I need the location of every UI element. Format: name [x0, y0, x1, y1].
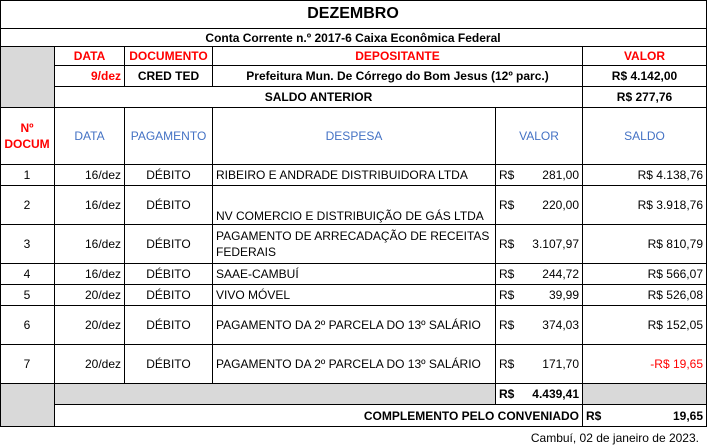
table-row-value [496, 165, 583, 186]
total-spacer [55, 384, 496, 405]
table-row-num: 2 [0, 186, 55, 225]
complement-label: COMPLEMENTO PELO CONVENIADO [55, 405, 583, 427]
table-row-balance: R$ 152,05 [583, 306, 707, 345]
deposit-date: 9/dez [55, 66, 125, 87]
value-amount: 171,70 [542, 357, 579, 371]
table-row-num: 6 [0, 306, 55, 345]
table-row-payment: DÉBITO [125, 306, 213, 345]
table-row-value [496, 225, 583, 264]
table-row-balance: R$ 3.918,76 [583, 186, 707, 225]
table-row-date: 16/dez [55, 165, 125, 186]
currency-symbol: R$ [499, 168, 515, 182]
table-row-expense: NV COMERCIO E DISTRIBUIÇÃO DE GÁS LTDA [213, 186, 496, 225]
footer-date: Cambuí, 02 de janeiro de 2023. [530, 430, 699, 445]
table-row-date: 16/dez [55, 186, 125, 225]
table-row-date: 16/dez [55, 264, 125, 285]
currency-symbol: R$ [499, 198, 515, 212]
table-row-date: 16/dez [55, 225, 125, 264]
total-expenses [496, 384, 583, 405]
value-amount: 281,00 [542, 168, 579, 182]
deposit-left-block [0, 47, 55, 108]
deposit-amount: R$ 4.142,00 [583, 66, 707, 87]
depositor-name: Prefeitura Mun. De Córrego do Bom Jesus (12º parc.) [213, 66, 583, 87]
currency-symbol: R$ [499, 237, 515, 251]
table-row-num: 7 [0, 345, 55, 384]
table-row-payment: DÉBITO [125, 165, 213, 186]
table-row-expense: PAGAMENTO DE ARRECADAÇÃO DE RECEITAS FEDERAIS [213, 225, 496, 264]
table-row-value [496, 285, 583, 306]
deposit-header-valor: VALOR [583, 47, 707, 66]
table-row-balance: R$ 4.138,76 [583, 165, 707, 186]
expense-header-num-line2: DOCUM [4, 137, 50, 151]
deposit-document: CRED TED [125, 66, 213, 87]
currency-symbol: R$ [499, 387, 515, 401]
table-row-balance: R$ 526,08 [583, 285, 707, 306]
table-row-date: 20/dez [55, 285, 125, 306]
table-row-expense: RIBEIRO E ANDRADE DISTRIBUIDORA LTDA [213, 165, 496, 186]
currency-symbol: R$ [499, 288, 515, 302]
expense-header-data: DATA [55, 108, 125, 165]
deposit-header-depositante: DEPOSITANTE [213, 47, 583, 66]
total-amount: 4.439,41 [532, 387, 579, 401]
complement-value: 19,65 [672, 408, 703, 423]
previous-balance-amount: R$ 277,76 [583, 87, 707, 108]
table-row-date: 20/dez [55, 345, 125, 384]
table-row-expense: PAGAMENTO DA 2º PARCELA DO 13º SALÁRIO [213, 345, 496, 384]
page-title: DEZEMBRO [0, 0, 707, 29]
complement-amount [583, 405, 707, 427]
table-row-payment: DÉBITO [125, 225, 213, 264]
value-amount: 3.107,97 [532, 237, 579, 251]
currency-symbol: R$ [499, 357, 515, 371]
table-row-num: 4 [0, 264, 55, 285]
table-row-num: 1 [0, 165, 55, 186]
currency-symbol: R$ [586, 408, 602, 423]
table-row-balance: R$ 566,07 [583, 264, 707, 285]
deposit-header-documento: DOCUMENTO [125, 47, 213, 66]
total-left-block [0, 384, 55, 427]
table-row-num: 3 [0, 225, 55, 264]
table-row-payment: DÉBITO [125, 345, 213, 384]
value-amount: 244,72 [542, 267, 579, 281]
deposit-header-data: DATA [55, 47, 125, 66]
table-row-value [496, 264, 583, 285]
table-row-payment: DÉBITO [125, 285, 213, 306]
expense-header-pagamento: PAGAMENTO [125, 108, 213, 165]
total-right-spacer [583, 384, 707, 405]
table-row-expense: SAAE-CAMBUÍ [213, 264, 496, 285]
expense-header-valor: VALOR [496, 108, 583, 165]
table-row-value [496, 306, 583, 345]
table-row-value [496, 345, 583, 384]
previous-balance-label: SALDO ANTERIOR [55, 87, 583, 108]
table-row-expense: VIVO MÓVEL [213, 285, 496, 306]
expense-header-saldo: SALDO [583, 108, 707, 165]
currency-symbol: R$ [499, 318, 515, 332]
expense-header-despesa: DESPESA [213, 108, 496, 165]
currency-symbol: R$ [499, 267, 515, 281]
expense-header-num [0, 108, 55, 165]
account-subtitle: Conta Corrente n.º 2017-6 Caixa Econômica Federal [0, 29, 707, 47]
table-row-date: 20/dez [55, 306, 125, 345]
table-row-payment: DÉBITO [125, 264, 213, 285]
table-row-value [496, 186, 583, 225]
table-row-balance-negative: -R$ 19,65 [583, 345, 707, 384]
expense-header-num-line1: Nº [20, 121, 34, 135]
value-amount: 39,99 [548, 288, 579, 302]
value-amount: 374,03 [542, 318, 579, 332]
table-row-payment: DÉBITO [125, 186, 213, 225]
table-row-num: 5 [0, 285, 55, 306]
value-amount: 220,00 [542, 198, 579, 212]
table-row-expense: PAGAMENTO DA 2º PARCELA DO 13º SALÁRIO [213, 306, 496, 345]
table-row-balance: R$ 810,79 [583, 225, 707, 264]
